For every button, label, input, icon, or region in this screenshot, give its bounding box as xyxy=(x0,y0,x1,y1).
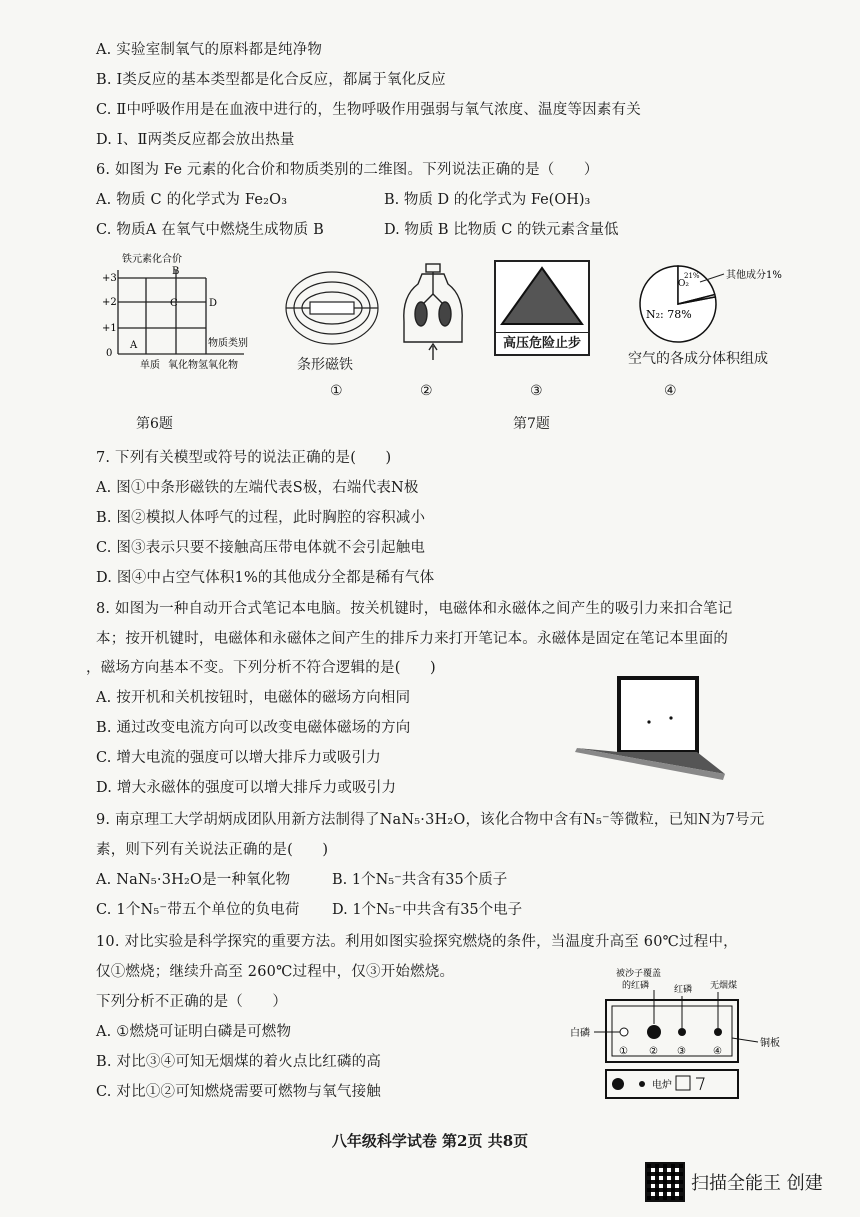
warning-triangle-icon xyxy=(496,262,588,328)
q7-option-c: C. 图③表示只要不接触高压带电体就不会引起触电 xyxy=(96,540,426,556)
q5-option-d: D. Ⅰ、Ⅱ两类反应都会放出热量 xyxy=(96,132,295,148)
fig10-num-1: ① xyxy=(619,1046,628,1057)
fig10-label-red: 红磷 xyxy=(674,985,693,995)
fig6-ylabel: 铁元素化合价 xyxy=(122,254,182,265)
q6-option-c: C. 物质A 在氧气中燃烧生成物质 B xyxy=(96,222,324,238)
fig6-point-b: B xyxy=(172,266,180,277)
q9-option-a: A. NaN₅·3H₂O是一种氧化物 xyxy=(96,872,291,888)
fig10-label-sand: 被沙子覆盖 xyxy=(616,969,662,979)
qr-code-icon xyxy=(645,1162,685,1202)
fig6-ytick: +2 xyxy=(102,297,117,308)
q10-option-a: A. ①燃烧可证明白磷是可燃物 xyxy=(96,1024,292,1040)
fig6-ytick: 0 xyxy=(106,348,113,359)
q5-option-c: C. Ⅱ中呼吸作用是在血液中进行的，生物呼吸作用强弱与氧气浓度、温度等因素有关 xyxy=(96,102,641,118)
laptop-illustration xyxy=(575,676,725,786)
fig10-num-3: ③ xyxy=(677,1046,686,1057)
q9-stem-2: 素，则下列有关说法正确的是( ) xyxy=(96,842,329,858)
fig6-caption: 第6题 xyxy=(136,416,173,432)
fig6-point-a: A xyxy=(130,340,138,351)
fig6-point-c: C xyxy=(170,298,178,309)
fig10-label-coal: 无烟煤 xyxy=(710,981,738,991)
q8-stem-3: ，磁场方向基本不变。下列分析不符合逻辑的是( ) xyxy=(86,660,436,676)
brand-text: 扫描全能王 创建 xyxy=(691,1173,823,1194)
q10-option-c: C. 对比①②可知燃烧需要可燃物与氧气接触 xyxy=(96,1084,381,1100)
fig7-air-pie xyxy=(626,260,796,350)
q8-stem-2: 本；按开机键时，电磁体和永磁体之间产生的排斥力来打开笔记本。永磁体是固定在笔记本里面的 xyxy=(96,631,729,647)
fig6-xcat-2: 氧化物 xyxy=(168,360,198,371)
fig7-magnet-label: 条形磁铁 xyxy=(297,357,353,373)
q7-option-b: B. 图②模拟人体呼气的过程，此时胸腔的容积减小 xyxy=(96,510,426,526)
fig7-num-4: ④ xyxy=(664,383,677,399)
fig6-ytick: +3 xyxy=(102,273,117,284)
q10-option-b: B. 对比③④可知无烟煤的着火点比红磷的高 xyxy=(96,1054,382,1070)
pie-label-other: 其他成分1% xyxy=(726,270,782,281)
fig6-ytick: +1 xyxy=(102,323,117,334)
fig6-xlabel: 物质类别 xyxy=(208,338,248,349)
fig7-caption: 第7题 xyxy=(513,416,550,432)
q8-option-d: D. 增大永磁体的强度可以增大排斥力或吸引力 xyxy=(96,780,397,796)
fig10-num-2: ② xyxy=(649,1046,658,1057)
q5-option-a: A. 实验室制氧气的原料都是纯净物 xyxy=(96,42,323,58)
q10-stem-1: 10. 对比实验是科学探究的重要方法。利用如图实验探究燃烧的条件，当温度升高至 60℃过程中， xyxy=(96,934,738,950)
pie-label-o2-pct: 21% xyxy=(684,272,700,280)
q8-stem-1: 8. 如图为一种自动开合式笔记本电脑。按关机键时，电磁体和永磁体之间产生的吸引力来扣合笔记 xyxy=(96,601,733,617)
fig6-xcat-3: 氢氧化物 xyxy=(198,360,238,371)
fig7-pie-caption: 空气的各成分体积组成 xyxy=(628,351,768,367)
q7-option-a: A. 图①中条形磁铁的左端代表S极，右端代表N极 xyxy=(96,480,419,496)
scanner-brand xyxy=(645,1162,823,1202)
q6-option-d: D. 物质 B 比物质 C 的铁元素含量低 xyxy=(384,222,619,238)
q9-stem-1: 9. 南京理工大学胡炳成团队用新方法制得了NaN₅·3H₂O，该化合物中含有N₅⁻等微粒，已知N为7号元 xyxy=(96,812,765,828)
fig7-breathing-model xyxy=(398,262,468,362)
q9-option-c: C. 1个N₅⁻带五个单位的负电荷 xyxy=(96,902,300,918)
q8-option-c: C. 增大电流的强度可以增大排斥力或吸引力 xyxy=(96,750,381,766)
fig7-sign-text: 高压危险止步 xyxy=(496,332,588,355)
q6-option-b: B. 物质 D 的化学式为 Fe(OH)₃ xyxy=(384,192,591,208)
q10-stem-2: 仅①燃烧；继续升高至 260℃过程中，仅③开始燃烧。 xyxy=(96,964,455,980)
fig7-num-3: ③ xyxy=(530,383,543,399)
pie-chart xyxy=(640,266,716,342)
fig6-xcat-1: 单质 xyxy=(140,360,160,371)
fig7-magnet-diagram xyxy=(282,262,382,362)
q9-option-d: D. 1个N₅⁻中共含有35个电子 xyxy=(332,902,523,918)
fig7-num-1: ① xyxy=(330,383,343,399)
fig10-num-4: ④ xyxy=(713,1046,722,1057)
q6-stem: 6. 如图为 Fe 元素的化合价和物质类别的二维图。下列说法正确的是（ ） xyxy=(96,162,599,178)
q6-option-a: A. 物质 C 的化学式为 Fe₂O₃ xyxy=(96,192,288,208)
page-footer: 八年级科学试卷 第2页 共8页 xyxy=(331,1132,529,1150)
fig6-point-d: D xyxy=(209,298,218,309)
fig10-label-red-covered: 的红磷 xyxy=(622,981,650,991)
fig10-experiment xyxy=(566,966,806,1102)
fig7-num-2: ② xyxy=(420,383,433,399)
q8-option-b: B. 通过改变电流方向可以改变电磁体磁场的方向 xyxy=(96,720,411,736)
q10-stem-3: 下列分析不正确的是（ ） xyxy=(96,994,288,1010)
q7-stem: 7. 下列有关模型或符号的说法正确的是( ) xyxy=(96,450,392,466)
q8-option-a: A. 按开机和关机按钮时，电磁体的磁场方向相同 xyxy=(96,690,411,706)
fig6-diagram xyxy=(96,248,266,408)
q7-option-d: D. 图④中占空气体积1%的其他成分全都是稀有气体 xyxy=(96,570,435,586)
fig10-label-copper: 铜板 xyxy=(760,1038,780,1049)
pie-label-n2: N₂: 78% xyxy=(646,308,692,321)
fig10-label-stove: 电炉 xyxy=(652,1080,672,1091)
q9-option-b: B. 1个N₅⁻共含有35个质子 xyxy=(332,872,508,888)
fig7-warning-sign xyxy=(494,260,590,356)
fig10-label-white: 白磷 xyxy=(570,1028,590,1039)
q5-option-b: B. Ⅰ类反应的基本类型都是化合反应，都属于氧化反应 xyxy=(96,72,446,88)
pie-label-o2: O₂ xyxy=(678,279,689,289)
